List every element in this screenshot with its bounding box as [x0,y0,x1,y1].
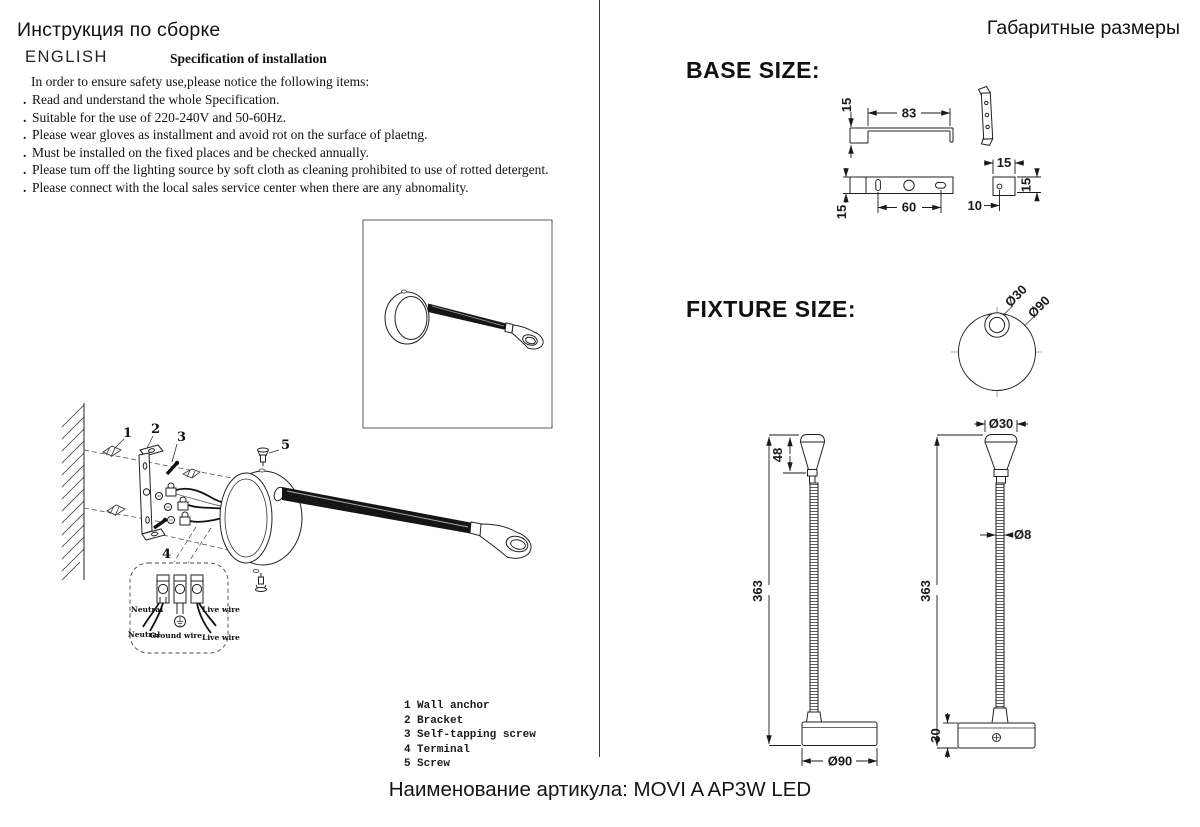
bullet-dot: . [23,144,27,160]
wire-label-ground-bottom: Ground wire [149,631,203,640]
column-divider [599,0,600,757]
fixture-top-view [951,282,1053,397]
safety-item-text: Please tum off the lighting source by soft cloth as cleaning prohibited to use of rotted detergent. [32,162,549,178]
parts-list-item [404,757,536,772]
gooseneck-arm [428,304,508,331]
dim-end-width: 15 [996,155,1012,170]
base-end-view [968,155,1041,213]
part-label: Self-tapping screw [417,729,536,742]
callout-5: 5 [281,438,291,453]
dim-end-height: 15 [1018,177,1034,193]
dim-head-diameter: Ø30 [988,416,1014,431]
wire-label-neutral-top: Neutral [130,605,164,614]
wall-anchor-upper [103,446,121,457]
safety-items-list [23,92,568,198]
dimension-drawings [600,0,1200,780]
dim-flange-height: 15 [839,97,854,113]
dim-base-diameter-top: Ø90 [1024,292,1053,321]
fixing-screw-bottom [256,573,267,592]
safety-item-text: Read and understand the whole Specification. [32,92,280,107]
parts-list-item [404,728,536,743]
dim-head-height: 48 [770,447,785,463]
wire-label-neutral-bottom: Neutral [127,630,161,639]
dim-overall-height: 363 [918,580,933,602]
dim-base-diameter: Ø90 [827,753,853,769]
safety-item [23,127,568,145]
base-side-view [839,98,953,158]
wall-anchor-lower [107,505,125,516]
safety-intro: In order to ensure safety use,please notice the following items: [31,74,370,89]
wall-lamp-picture [385,290,543,349]
bullet-dot: . [23,127,27,143]
spec-subtitle: Specification of installation [170,51,327,66]
assembly-diagram [20,395,600,670]
dim-hole-offset: 10 [967,198,982,213]
part-number: 5 [404,758,411,771]
base-bottom-view [834,168,953,219]
bullet-dot: . [23,162,27,178]
part-label: Terminal [417,743,470,756]
wall-anchor-loose [183,469,200,478]
dim-base-height: 30 [928,728,943,743]
safety-item [23,180,568,198]
safety-item [23,162,568,180]
safety-item [23,92,568,110]
part-number: 4 [404,743,411,756]
wire-label-live-bottom: Live wire [202,633,240,642]
part-label: Bracket [417,714,464,727]
safety-item [23,110,568,128]
bullet-dot: . [23,92,27,107]
parts-list-item [404,743,536,758]
part-number: 1 [404,700,411,712]
terminal-detail [128,563,240,653]
fixing-screw-top [258,448,269,466]
safety-item [23,145,568,163]
part-number: 3 [404,729,411,742]
parts-list [404,699,536,772]
safety-item-text: Must be installed on the fixed places and be checked annually. [32,144,369,160]
base-screw-icon [993,734,1001,742]
safety-item-text: Suitable for the use of 220-240V and 50-60Hz. [32,109,286,125]
bracket [139,445,165,540]
dim-plate-width: 83 [901,105,917,121]
self-tapping-screw-lower [154,518,167,528]
wire-label-live-top: Live wire [202,605,240,614]
dim-overall-height-left: 363 [750,580,765,602]
base-size-title: BASE SIZE: [686,57,821,83]
self-tapping-screw [167,461,179,474]
assembly-instructions-title: Инструкция по сборке [17,19,221,41]
bullet-dot: . [23,179,27,195]
parts-list-item [404,699,536,714]
safety-item-text: Please connect with the local sales service center when there are any abnomality. [32,179,469,195]
base-end-strip-view [978,86,993,146]
ground-symbol [175,616,186,627]
fixture-side-view-right [918,416,1035,758]
dim-head-diameter-top: Ø30 [1001,281,1030,310]
fixture-size-title: FIXTURE SIZE: [686,296,857,322]
part-label: Screw [417,758,451,771]
callout-3: 3 [177,430,187,445]
lamp-base-body [220,469,302,573]
bullet-dot: . [23,109,27,125]
callout-4: 4 [162,547,172,562]
part-label: Wall anchor [417,700,490,712]
overall-dimensions-title: Габаритные размеры [986,17,1180,39]
dim-plate-height: 15 [834,204,849,220]
safety-item-text: Please wear gloves as installment and avoid rot on the surface of plaetng. [32,127,428,143]
callout-2: 2 [151,422,161,437]
part-number: 2 [404,714,411,727]
article-caption: Наименование артикула: MOVI A AP3W LED [388,778,812,801]
wall [62,403,84,580]
parts-list-item [404,714,536,729]
fixture-side-view-left [750,435,877,769]
dim-hole-spacing: 60 [901,199,917,215]
language-label: ENGLISH [25,48,108,66]
gooseneck-arm [282,487,531,558]
callout-1: 1 [123,426,133,441]
dim-neck-diameter: Ø8 [1014,527,1032,542]
